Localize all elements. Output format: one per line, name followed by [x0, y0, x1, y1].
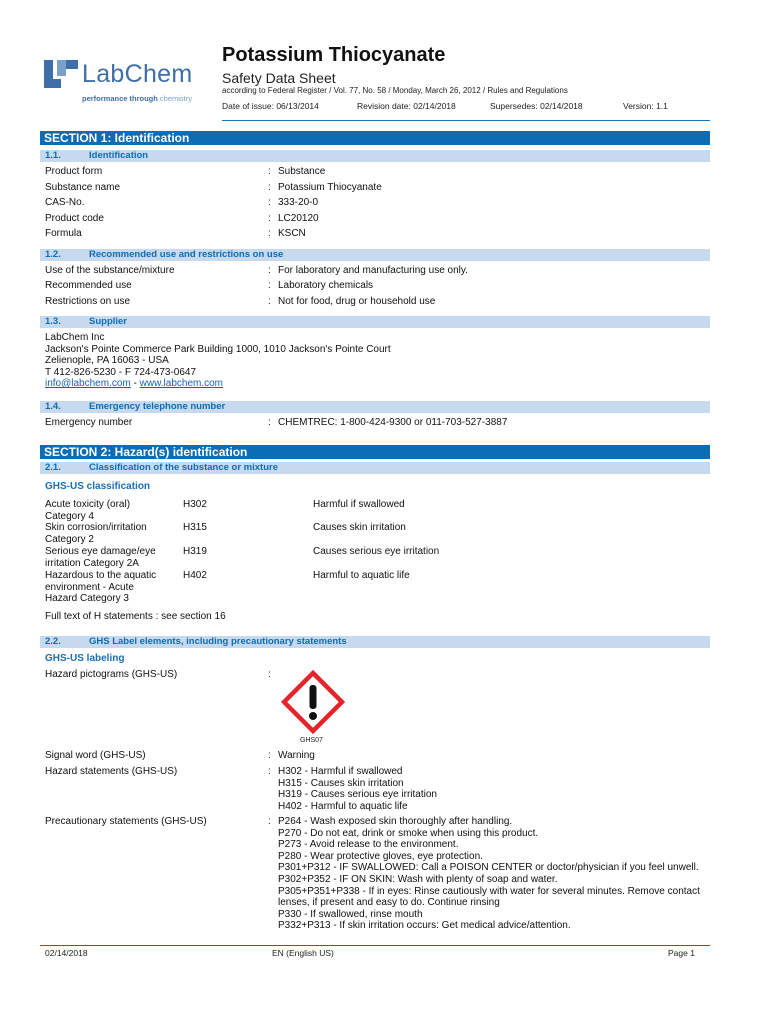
footer-language: EN (English US)	[272, 948, 334, 958]
hazard-description: Causes skin irritation	[313, 522, 406, 533]
separator: -	[130, 378, 140, 389]
hazard-code: H319	[183, 546, 207, 557]
subsection-1-4: 1.4. Emergency telephone number	[40, 401, 710, 413]
field-value: : Substance	[268, 166, 326, 177]
footer-date: 02/14/2018	[45, 948, 88, 958]
field-label: Formula	[45, 228, 82, 239]
supplier-address-line1: Jackson's Pointe Commerce Park Building 1000, 1010 Jackson's Pointe Court	[45, 343, 391, 355]
field-label: Restrictions on use	[45, 296, 131, 307]
colon: :	[268, 669, 271, 680]
field-label: Product form	[45, 166, 103, 177]
field-value: : LC20120	[268, 213, 319, 224]
supplier-company: LabChem Inc	[45, 332, 105, 343]
field-label: CAS-No.	[45, 197, 85, 208]
field-value: : Laboratory chemicals	[268, 280, 374, 291]
section-1-header: SECTION 1: Identification	[40, 131, 710, 145]
document-subtitle: Safety Data Sheet	[222, 70, 336, 86]
hazard-description: Harmful to aquatic life	[313, 570, 410, 581]
hazard-code: H315	[183, 522, 207, 533]
header-divider	[222, 120, 710, 121]
subsection-1-3: 1.3. Supplier	[40, 316, 710, 328]
supplier-website-link[interactable]: www.labchem.com	[139, 378, 223, 389]
ghs07-exclamation-pictogram-icon	[281, 670, 345, 734]
footer-page-number: Page 1	[668, 948, 695, 958]
supplier-address-line2: Zelienople, PA 16063 - USA	[45, 355, 169, 366]
section-2-header: SECTION 2: Hazard(s) identification	[40, 445, 710, 459]
hazard-description: Causes serious eye irritation	[313, 546, 440, 557]
version: Version: 1.1	[623, 101, 668, 111]
field-label: Hazard pictograms (GHS-US)	[45, 669, 178, 680]
classification-item: Acute toxicity (oral) Category 4	[45, 499, 131, 522]
pictogram-code: GHS07	[300, 737, 323, 744]
colon: :	[268, 766, 271, 777]
subsection-1-2: 1.2. Recommended use and restrictions on use	[40, 249, 710, 261]
supersedes: Supersedes: 02/14/2018	[490, 101, 583, 111]
classification-item: Skin corrosion/irritation Category 2	[45, 522, 147, 545]
precautionary-statements: P264 - Wash exposed skin thoroughly after handling. P270 - Do not eat, drink or smoke when using this product. P273 - Avoid release to the environment. P280 - Wear protective gloves, eye protection. P301+P312 - IF SWALLOWED: Call a POISON CENTER or doctor/physician if you feel unwell. P302+P352 - IF ON SKIN: Wash with plenty of soap and water. P305+P351+P338 - If in eyes: Rinse cautiously with water for several minutes. Remove contact lenses, if present and easy to do. Continue rinsing P330 - If swallowed, rinse mouth P332+P313 - If skin irritation occurs: Get medical advice/attention.	[278, 816, 700, 932]
field-label: Signal word (GHS-US)	[45, 750, 146, 761]
footer-divider	[40, 945, 710, 946]
subsection-1-1: 1.1. Identification	[40, 150, 710, 162]
field-label: Use of the substance/mixture	[45, 265, 175, 276]
hazard-code: H402	[183, 570, 207, 581]
colon: :	[268, 816, 271, 827]
subsection-2-1: 2.1. Classification of the substance or mixture	[40, 462, 710, 474]
field-label: Product code	[45, 213, 104, 224]
revision-date: Revision date: 02/14/2018	[357, 101, 456, 111]
date-of-issue: Date of issue: 06/13/2014	[222, 101, 319, 111]
supplier-phone: T 412-826-5230 - F 724-473-0647	[45, 366, 197, 378]
field-value: : 333-20-0	[268, 197, 319, 208]
field-label: Precautionary statements (GHS-US)	[45, 816, 207, 827]
full-text-note: Full text of H statements : see section 16	[45, 611, 226, 622]
field-label: Emergency number	[45, 417, 133, 428]
labchem-logo	[44, 58, 224, 108]
field-label: Recommended use	[45, 280, 132, 291]
emergency-number: : CHEMTREC: 1-800-424-9300 or 011-703-527-3887	[268, 417, 508, 428]
classification-item: Serious eye damage/eye irritation Category 2A	[45, 546, 156, 569]
ghs-us-classification-heading: GHS-US classification	[45, 481, 151, 492]
logo-name: LabChem	[82, 60, 193, 88]
ghs-us-labeling-heading: GHS-US labeling	[45, 653, 125, 664]
labchem-logo-mark-icon	[44, 60, 78, 88]
field-value: : Potassium Thiocyanate	[268, 182, 382, 193]
field-label: Substance name	[45, 182, 121, 193]
field-value: : KSCN	[268, 228, 306, 239]
signal-word: : Warning	[268, 750, 315, 761]
field-value: : For laboratory and manufacturing use only.	[268, 265, 468, 276]
document-title: Potassium Thiocyanate	[222, 44, 446, 66]
hazard-code: H302	[183, 499, 207, 510]
field-value: : Not for food, drug or household use	[268, 296, 436, 307]
logo-tagline: performance through chemistry	[82, 94, 193, 103]
hazard-description: Harmful if swallowed	[313, 499, 405, 510]
regulation-reference: according to Federal Register / Vol. 77, No. 58 / Monday, March 26, 2012 / Rules and Regulations	[222, 86, 568, 95]
field-label: Hazard statements (GHS-US)	[45, 766, 178, 777]
classification-item: Hazardous to the aquatic environment - Acute Hazard Category 3	[45, 570, 157, 604]
hazard-statements: H302 - Harmful if swallowed H315 - Causes skin irritation H319 - Causes serious eye irritation H402 - Harmful to aquatic life	[278, 766, 437, 812]
supplier-block	[45, 332, 391, 390]
supplier-email-link[interactable]: info@labchem.com	[45, 378, 131, 389]
subsection-2-2: 2.2. GHS Label elements, including precautionary statements	[40, 636, 710, 648]
